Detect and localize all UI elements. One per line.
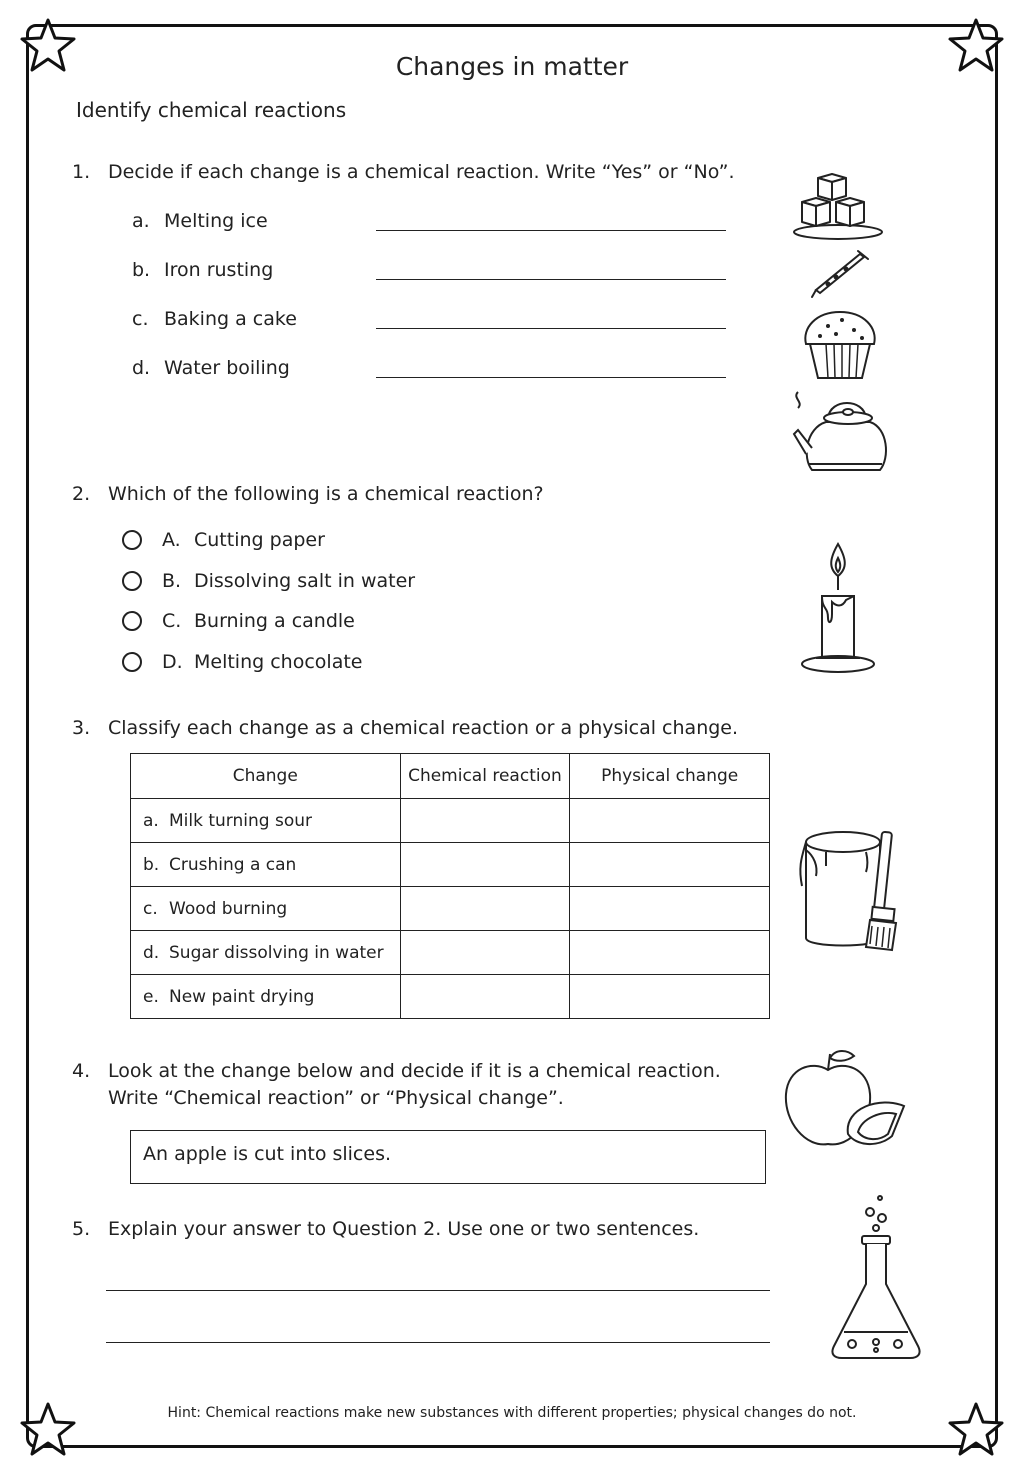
table-row — [131, 887, 770, 931]
q1-answer-line-d[interactable] — [376, 365, 726, 378]
q1-answer-line-a[interactable] — [376, 218, 726, 231]
radio-button[interactable] — [122, 530, 142, 550]
q1-item-d: d. Water boiling — [132, 357, 290, 379]
flask-icon — [826, 1192, 926, 1364]
row-label: b. Crushing a can — [131, 843, 401, 887]
question-number: 5. — [72, 1218, 91, 1240]
column-header-physical: Physical change — [570, 754, 770, 799]
q1-answer-line-c[interactable] — [376, 316, 726, 329]
question-1 — [72, 161, 735, 183]
physical-cell[interactable] — [570, 887, 770, 931]
question-number: 2. — [72, 483, 91, 505]
candle-icon — [798, 540, 878, 676]
q1-item-b: b. Iron rusting — [132, 259, 274, 281]
question-3 — [72, 717, 738, 739]
question-text: Explain your answer to Question 2. Use one or two sentences. — [108, 1218, 700, 1240]
answer-line-1[interactable] — [106, 1278, 770, 1291]
question-4 — [72, 1060, 721, 1082]
physical-cell[interactable] — [570, 975, 770, 1019]
hint-text: Hint: Chemical reactions make new substances with different properties; physical changes do not. — [167, 1405, 857, 1421]
column-header-change: Change — [131, 754, 401, 799]
statement-box: An apple is cut into slices. — [130, 1130, 766, 1184]
question-number: 4. — [72, 1060, 91, 1082]
page-title: Changes in matter — [395, 52, 629, 81]
question-text: Classify each change as a chemical reaction or a physical change. — [108, 717, 739, 739]
physical-cell[interactable] — [570, 843, 770, 887]
chemical-cell[interactable] — [400, 931, 570, 975]
table-row — [131, 799, 770, 843]
q1-item-c: c. Baking a cake — [132, 308, 297, 330]
table-row — [131, 843, 770, 887]
radio-button[interactable] — [122, 652, 142, 672]
radio-button[interactable] — [122, 611, 142, 631]
radio-button[interactable] — [122, 571, 142, 591]
row-label: e. New paint drying — [131, 975, 401, 1019]
q2-option-c[interactable]: C. Burning a candle — [122, 610, 355, 632]
section-subtitle: Identify chemical reactions — [76, 98, 347, 122]
table-row — [131, 931, 770, 975]
ice-cubes-icon — [792, 170, 886, 242]
question-5 — [72, 1218, 699, 1240]
chemical-cell[interactable] — [400, 975, 570, 1019]
physical-cell[interactable] — [570, 931, 770, 975]
question-4-line-2: Write “Chemical reaction” or “Physical change”. — [108, 1087, 564, 1109]
question-2 — [72, 483, 544, 505]
question-text: Decide if each change is a chemical reaction. Write “Yes” or “No”. — [108, 161, 735, 183]
chemical-cell[interactable] — [400, 887, 570, 931]
row-label: c. Wood burning — [131, 887, 401, 931]
row-label: d. Sugar dissolving in water — [131, 931, 401, 975]
question-text: Which of the following is a chemical reaction? — [108, 483, 544, 505]
kettle-icon — [786, 388, 890, 478]
question-text: Look at the change below and decide if it is a chemical reaction. — [108, 1060, 721, 1082]
answer-line-2[interactable] — [106, 1330, 770, 1343]
iron-nail-icon — [806, 245, 872, 301]
row-label: a. Milk turning sour — [131, 799, 401, 843]
q2-option-d[interactable]: D. Melting chocolate — [122, 651, 362, 673]
question-number: 1. — [72, 161, 91, 183]
q2-option-a[interactable]: A. Cutting paper — [122, 529, 325, 551]
question-number: 3. — [72, 717, 91, 739]
table-header-row — [131, 754, 770, 799]
q2-option-b[interactable]: B. Dissolving salt in water — [122, 570, 415, 592]
chemical-cell[interactable] — [400, 843, 570, 887]
chemical-cell[interactable] — [400, 799, 570, 843]
paint-can-icon — [796, 826, 918, 956]
classification-table — [130, 753, 770, 1019]
table-row — [131, 975, 770, 1019]
q1-answer-line-b[interactable] — [376, 267, 726, 280]
physical-cell[interactable] — [570, 799, 770, 843]
q1-item-a: a. Melting ice — [132, 210, 268, 232]
muffin-icon — [798, 304, 882, 382]
apple-icon — [782, 1048, 912, 1158]
column-header-chemical: Chemical reaction — [400, 754, 570, 799]
